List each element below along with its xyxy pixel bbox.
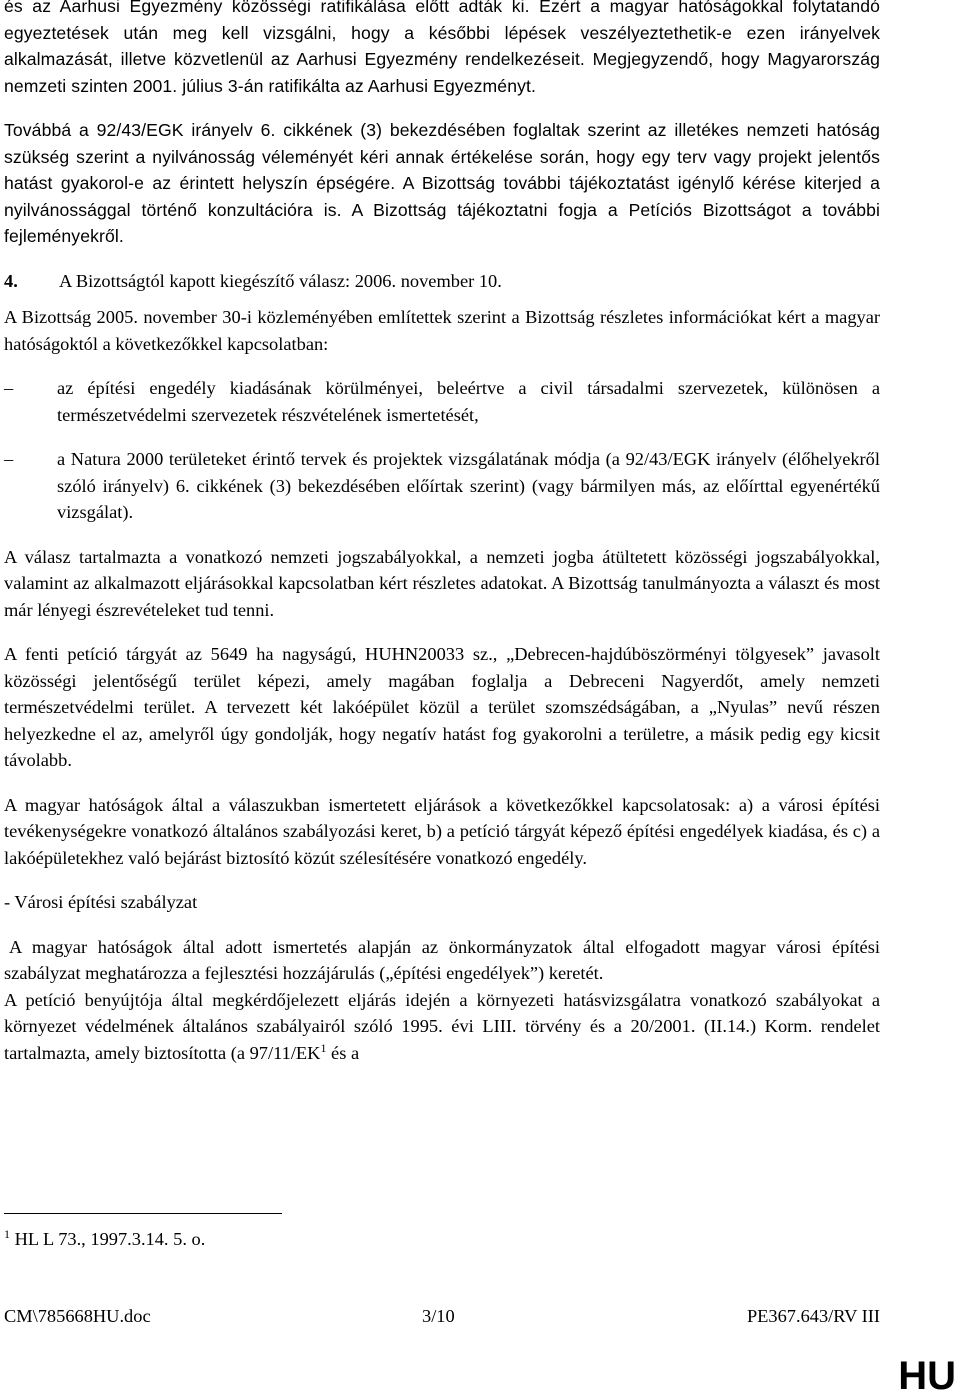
footer-pe-ref: PE367.643/RV III — [746, 1306, 880, 1326]
footnote-text: HL L 73., 1997.3.14. 5. o. — [14, 1229, 206, 1249]
paragraph-eia-tail: és a — [326, 1042, 360, 1063]
footnote-marker: 1 — [4, 1226, 10, 1241]
section-number: 4. — [4, 270, 18, 291]
bullet-dash: – — [4, 378, 14, 398]
list-item — [4, 446, 880, 526]
paragraph-commission-request: A Bizottság 2005. november 30-i közleményében említettek szerint a Bizottság részletes információkat kért a magyar hatóságoktól a következőkkel kapcsolatban: — [4, 307, 880, 354]
footnote-divider — [4, 1213, 282, 1214]
language-code: HU — [898, 1354, 956, 1398]
paragraph-eia-rules — [4, 987, 880, 1067]
footer-doc-ref: CM\785668HU.doc — [4, 1306, 151, 1326]
paragraph-habitat-directive: Továbbá a 92/43/EGK irányelv 6. cikkének (3) bekezdésében foglaltak szerint az illetékes nemzeti hatóság szükség szerint a nyilvánosság véleményét kéri annak értékelése során, hogy egy terv vagy projekt jelentős hatást gyakorol-e az érintett helyszín épségére. A Bizottság további tájékoztatást igénylő kérése kiterjed a nyilvánossággal történő konzultációra is. A Bizottság tájékoztatni fogja a Petíciós Bizottságot a további fejleményekről. — [4, 120, 880, 246]
bullet-text: az építési engedély kiadásának körülményei, beleértve a civil társadalmi szervezetek, különösen a természetvédelmi szervezetek részvételének ismertetését, — [57, 378, 880, 425]
list-item — [4, 375, 880, 428]
section-title: A Bizottságtól kapott kiegészítő válasz: 2006. november 10. — [59, 270, 502, 291]
footnote-reference: 1 — [320, 1040, 327, 1055]
bullet-text: a Natura 2000 területeket érintő tervek és projektek vizsgálatának módja (a 92/43/EGK irányelv (élőhelyekről szóló irányelv) 6. cikkének (3) bekezdésében előírtak szerint) (vagy bármilyen más, az előírttal egyenértékű vizsgálat). — [57, 449, 880, 522]
subheading-building-regulation: - Városi építési szabályzat — [4, 892, 198, 912]
paragraph-building-regulation: A magyar hatóságok által adott ismertetés alapján az önkormányzatok által elfogadott magyar városi építési szabályzat meghatározza a fejlesztési hozzájárulás („építési engedélyek”) keretét. — [4, 936, 880, 983]
paragraph-procedures: A magyar hatóságok által a válaszukban ismertetett eljárások a következőkkel kapcsolatosak: a) a városi építési tevékenységekre vonatkozó általános szabályozási keret, b) a petíció tárgyát képező építési engedélyek kiadása, és c) a lakóépületekhez való bejárást biztosító közút szélesítésére vonatkozó engedély. — [4, 794, 880, 868]
bullet-dash: – — [4, 449, 14, 469]
document-page — [4, 0, 880, 1066]
footnote — [4, 1226, 205, 1252]
paragraph-aarhus: és az Aarhusi Egyezmény közösségi ratifikálása előtt adták ki. Ezért a magyar hatóságokkal folytatandó egyeztetések után meg kell vizsgálni, hogy a későbbi lépések veszélyeztethetik-e ezen irányelvek alkalmazását, illetve közvetlenül az Aarhusi Egyezmény rendelkezéseit. Megjegyzendő, hogy Magyarország nemzeti szinten 2001. július 3-án ratifikálta az Aarhusi Egyezményt. — [4, 0, 880, 96]
paragraph-site-description: A fenti petíció tárgyát az 5649 ha nagyságú, HUHN20033 sz., „Debrecen-hajdúböszörményi tölgyesek” javasolt közösségi jelentőségű terület képezi, amely magában foglalja a Debreceni Nagyerdőt, amely nemzeti természetvédelmi terület. A tervezett két lakóépület közül a terület szomszédságában, a „Nyulas” nevű részen helyezkedne el az, amelyről úgy gondolják, hogy negatív hatást fog gyakorolni a területre, a másik pedig egy kicsit távolabb. — [4, 644, 880, 770]
paragraph-reply-content: A válasz tartalmazta a vonatkozó nemzeti jogszabályokkal, a nemzeti jogba átültetett közösségi jogszabályokkal, valamint az alkalmazott eljárásokkal kapcsolatban kért részletes adatokat. A Bizottság tanulmányozta a választ és most már lényegi észrevételeket tud tenni. — [4, 546, 880, 620]
paragraph-eia-text: A petíció benyújtója által megkérdőjelezett eljárás idején a környezeti hatásvizsgálatra vonatkozó szabályokat a környezet védelmének általános szabályairól szóló 1995. évi LIII. törvény és a 20/2001. (II.14.) Korm. rendelet tartalmazta, amely biztosította (a 97/11/EK — [4, 989, 880, 1063]
footer-page-number: 3/10 — [422, 1306, 455, 1326]
section-heading-4 — [4, 268, 880, 295]
